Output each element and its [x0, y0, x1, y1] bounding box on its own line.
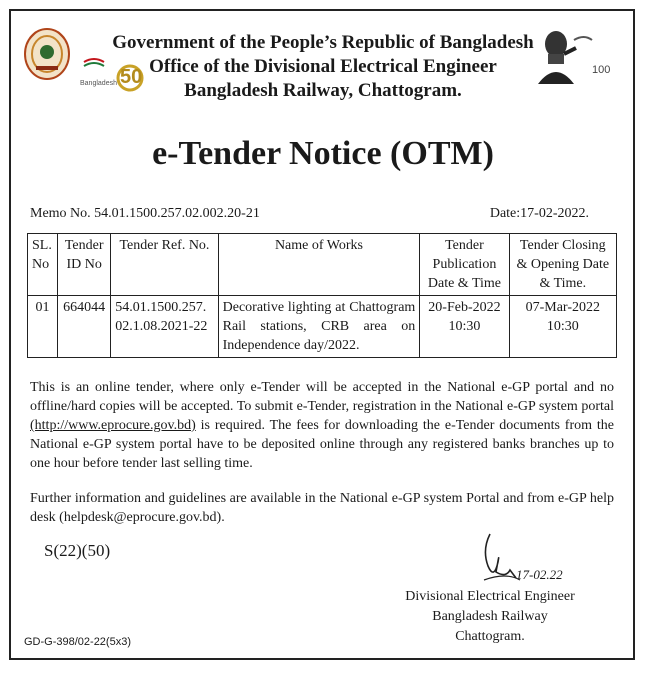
cell-sl: 01	[28, 296, 58, 358]
cell-closing	[509, 296, 616, 358]
signatory-place: Chattogram.	[455, 629, 525, 644]
closing-time: 10:30	[546, 319, 579, 334]
further-info-paragraph: Further information and guidelines are available in the National e-GP system Portal and from e-GP help desk (helpdesk@eprocure.gov.bd).	[30, 491, 614, 525]
cell-name: Decorative lighting at Chattogram Rail stations, CRB area on Independence day/2022.	[218, 296, 420, 358]
col-name: Name of Works	[218, 234, 420, 296]
publication-time: 10:30	[448, 319, 481, 334]
publication-date: 20-Feb-2022	[428, 300, 501, 315]
online-tender-paragraph	[30, 378, 614, 473]
header-office: Office of the Divisional Electrical Engineer	[149, 56, 497, 77]
header-government: Government of the People’s Republic of Bangladesh	[112, 32, 534, 53]
col-ref: Tender Ref. No.	[111, 234, 218, 296]
mujib-100-label: 100	[592, 64, 611, 76]
col-closing: Tender Closing & Opening Date & Time.	[509, 234, 616, 296]
footer-code: GD-G-398/02-22(5x3)	[24, 636, 131, 648]
paragraph-text-after-link: is required. The fees for downloading the e-Tender documents from the National e-GP system portal have to be deposited online through any registered banks branches up to one hour before tender last selling time.	[30, 418, 614, 471]
cell-tender-id: 664044	[58, 296, 111, 358]
table-header-row	[28, 234, 617, 296]
golden-jubilee-number: 50	[120, 66, 143, 88]
col-sl: SL. No	[28, 234, 58, 296]
signature-date: 17-02.22	[516, 567, 563, 582]
memo-number: Memo No. 54.01.1500.257.02.002.20-21	[30, 206, 260, 221]
signature	[476, 532, 576, 587]
table-row	[28, 296, 617, 358]
reference-code: S(22)(50)	[44, 541, 111, 560]
tender-table	[27, 233, 617, 358]
header-railway: Bangladesh Railway, Chattogram.	[184, 80, 462, 101]
eprocure-link[interactable]: (http://www.eprocure.gov.bd)	[30, 418, 196, 433]
cell-ref: 54.01.1500.257. 02.1.08.2021-22	[111, 296, 218, 358]
col-tender-id: Tender ID No	[58, 234, 111, 296]
closing-date: 07-Mar-2022	[525, 300, 600, 315]
paragraph-text-before-link: This is an online tender, where only e-Tender will be accepted in the National e-GP portal and no offline/hard copies will be accepted. To submit e-Tender, registration in the National e-GP system portal	[30, 380, 614, 414]
notice-date: Date:17-02-2022.	[489, 206, 589, 221]
notice-title: e-Tender Notice (OTM)	[152, 135, 494, 172]
golden-jubilee-label: Bangladesh	[80, 80, 117, 87]
cell-publication	[420, 296, 509, 358]
signatory-org: Bangladesh Railway	[432, 609, 548, 624]
signatory-title: Divisional Electrical Engineer	[405, 589, 575, 604]
col-publication: Tender Publication Date & Time	[420, 234, 509, 296]
